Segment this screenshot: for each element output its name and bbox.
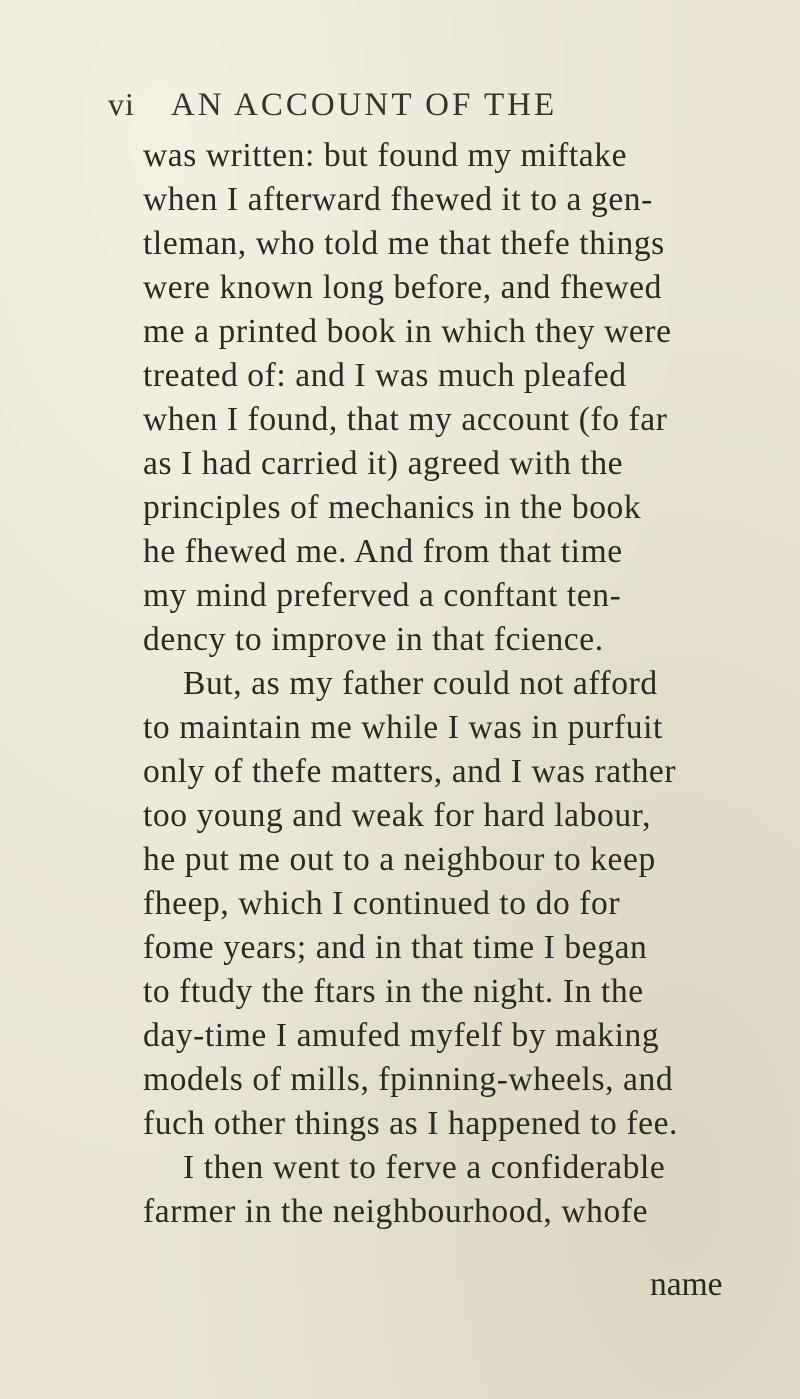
text-line: me a printed book in which they were (143, 313, 672, 350)
running-head-title: AN ACCOUNT OF THE (170, 87, 558, 123)
text-line: treated of: and I was much pleafed (143, 357, 627, 394)
text-line: fheep, which I continued to do for (143, 885, 621, 922)
text-line: too young and weak for hard labour, (143, 797, 652, 834)
text-line: he put me out to a neighbour to keep (143, 841, 656, 878)
paragraph-first-line: But, as my father could not afford (183, 665, 658, 702)
page-number: vi (108, 86, 135, 122)
text-line: day-time I amufed myfelf by making (143, 1017, 660, 1054)
text-line: principles of mechanics in the book (143, 489, 642, 526)
text-line: tleman, who told me that thefe things (143, 225, 665, 262)
text-line: fuch other things as I happened to fee. (143, 1105, 679, 1142)
catchword: name (650, 1266, 723, 1303)
text-line: was written: but found my miftake (143, 137, 628, 174)
text-line: as I had carried it) agreed with the (143, 445, 624, 482)
text-line: my mind preferved a conftant ten- (143, 577, 622, 614)
text-line: to maintain me while I was in purfuit (143, 709, 663, 746)
text-line: models of mills, fpinning-wheels, and (143, 1061, 674, 1098)
text-line: he fhewed me. And from that time (143, 533, 623, 570)
paragraph-first-line: I then went to ferve a confiderable (183, 1149, 666, 1186)
text-line: dency to improve in that fcience. (143, 621, 604, 658)
running-head (108, 86, 708, 136)
text-line: only of thefe matters, and I was rather (143, 753, 677, 790)
text-line: farmer in the neighbourhood, whofe (143, 1193, 649, 1230)
text-line: to ftudy the ftars in the night. In the (143, 973, 644, 1010)
text-line: when I found, that my account (fo far (143, 401, 668, 438)
text-line: fome years; and in that time I began (143, 929, 648, 966)
text-line: were known long before, and fhewed (143, 269, 662, 306)
text-line: when I afterward fhewed it to a gen- (143, 181, 653, 218)
